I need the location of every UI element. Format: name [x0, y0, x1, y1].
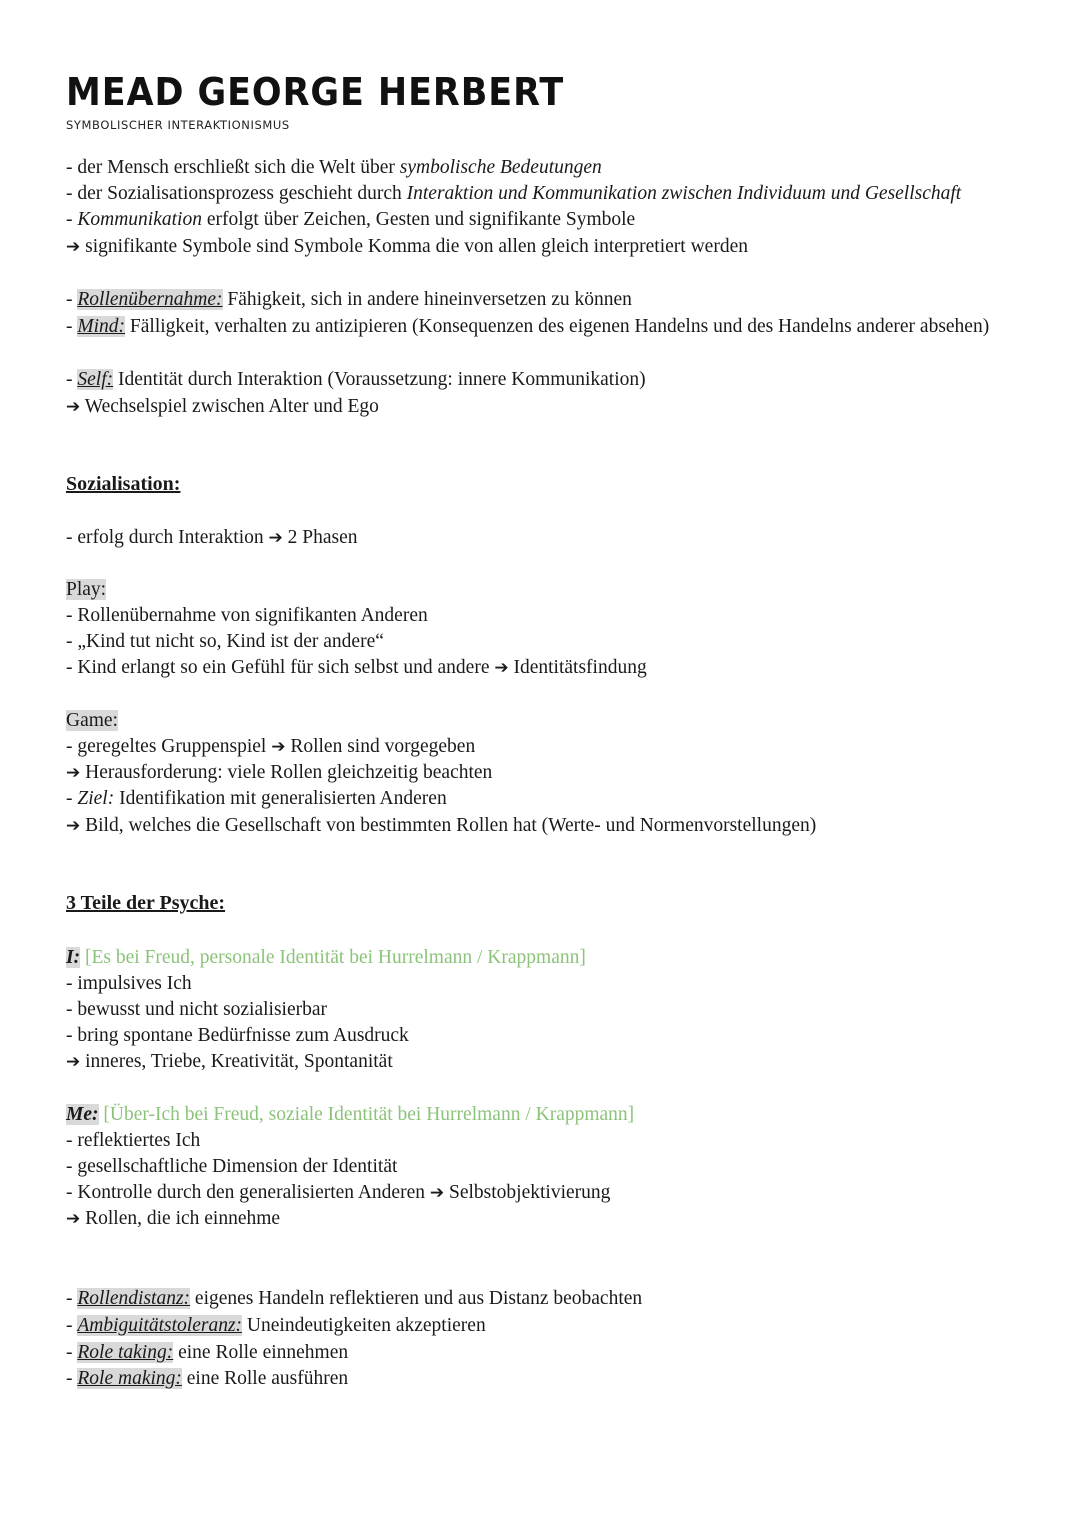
psyche-i-item-4: ➔ inneres, Triebe, Kreativität, Spontanität [66, 1051, 393, 1072]
term-rollenuebernahme: - Rollenübernahme: Fähigkeit, sich in andere hineinversetzen zu können [66, 289, 632, 310]
intro-line-3: - Kommunikation erfolgt über Zeichen, Gesten und signifikante Symbole [66, 209, 636, 230]
psyche-i-item-1: - impulsives Ich [66, 973, 192, 994]
game-item-1: - geregeltes Gruppenspiel ➔ Rollen sind vorgegeben [66, 736, 476, 757]
arrow-icon: ➔ [429, 1183, 445, 1203]
arrow-icon: ➔ [494, 658, 509, 678]
intro-line-4: ➔ signifikante Symbole sind Symbole Komma die von allen gleich interpretiert werden [66, 236, 748, 257]
term-label: Role making: [77, 1368, 182, 1389]
arrow-icon: ➔ [66, 1209, 81, 1229]
arrow-icon: ➔ [66, 237, 81, 257]
arrow-icon: ➔ [66, 397, 81, 417]
arrow-icon: ➔ [66, 763, 81, 783]
term-label: Self: [77, 369, 114, 390]
intro-line-1: - der Mensch erschließt sich die Welt über symbolische Bedeutungen [66, 157, 602, 178]
psyche-i-item-2: - bewusst und nicht sozialisierbar [66, 999, 328, 1020]
psyche-i-item-3: - bring spontane Bedürfnisse zum Ausdruck [66, 1025, 409, 1046]
term-label: Ambiguitätstoleranz: [77, 1315, 243, 1336]
page-subtitle: SYMBOLISCHER INTERAKTIONISMUS [66, 118, 290, 132]
term-label: Rollendistanz: [77, 1288, 191, 1309]
term-label: Role taking: [77, 1342, 174, 1363]
concept-ambiguitaetstoleranz: - Ambiguitätstoleranz: Uneindeutigkeiten akzeptieren [66, 1315, 486, 1336]
psyche-me-item-2: - gesellschaftliche Dimension der Identität [66, 1156, 398, 1177]
sozialisation-line: - erfolg durch Interaktion ➔ 2 Phasen [66, 527, 358, 548]
game-item-2: ➔ Herausforderung: viele Rollen gleichzeitig beachten [66, 762, 493, 783]
page-title: MEAD GEORGE HERBERT [66, 70, 565, 114]
term-label: Rollenübernahme: [77, 289, 223, 310]
game-label: Game: [66, 710, 118, 731]
psyche-me-label: Me: [Über-Ich bei Freud, soziale Identität bei Hurrelmann / Krappmann] [66, 1104, 635, 1125]
intro-line-2: - der Sozialisationsprozess geschieht durch Interaktion und Kommunikation zwischen Individuum und Gesellschaft [66, 183, 962, 204]
psyche-i-label: I: [Es bei Freud, personale Identität bei Hurrelmann / Krappmann] [66, 947, 586, 968]
arrow-icon: ➔ [66, 1052, 81, 1072]
psyche-me-item-3: - Kontrolle durch den generalisierten Anderen ➔ Selbstobjektivierung [66, 1182, 611, 1203]
term-label: Mind: [77, 316, 126, 337]
psyche-me-item-1: - reflektiertes Ich [66, 1130, 201, 1151]
arrow-icon: ➔ [268, 528, 283, 548]
play-label: Play: [66, 579, 107, 600]
heading-psyche: 3 Teile der Psyche: [66, 892, 226, 914]
concept-role-making: - Role making: eine Rolle ausführen [66, 1368, 349, 1389]
game-item-3: - Ziel: Identifikation mit generalisierten Anderen [66, 788, 447, 809]
term-self: - Self: Identität durch Interaktion (Voraussetzung: innere Kommunikation) [66, 369, 646, 390]
term-mind: - Mind: Fälligkeit, verhalten zu antizipieren (Konsequenzen des eigenen Handelns und des Handelns anderer absehen) [66, 316, 990, 337]
play-item-2: - „Kind tut nicht so, Kind ist der andere“ [66, 631, 384, 652]
play-item-3: - Kind erlangt so ein Gefühl für sich selbst und andere ➔ Identitätsfindung [66, 657, 647, 678]
concept-rollendistanz: - Rollendistanz: eigenes Handeln reflektieren und aus Distanz beobachten [66, 1288, 643, 1309]
arrow-icon: ➔ [66, 816, 81, 836]
game-item-4: ➔ Bild, welches die Gesellschaft von bestimmten Rollen hat (Werte- und Normenvorstellungen) [66, 815, 817, 836]
arrow-icon: ➔ [271, 737, 286, 757]
heading-sozialisation: Sozialisation: [66, 473, 181, 495]
term-wechselspiel: ➔ Wechselspiel zwischen Alter und Ego [66, 396, 379, 417]
psyche-me-item-4: ➔ Rollen, die ich einnehme [66, 1208, 281, 1229]
play-item-1: - Rollenübernahme von signifikanten Anderen [66, 605, 428, 626]
concept-role-taking: - Role taking: eine Rolle einnehmen [66, 1342, 349, 1363]
